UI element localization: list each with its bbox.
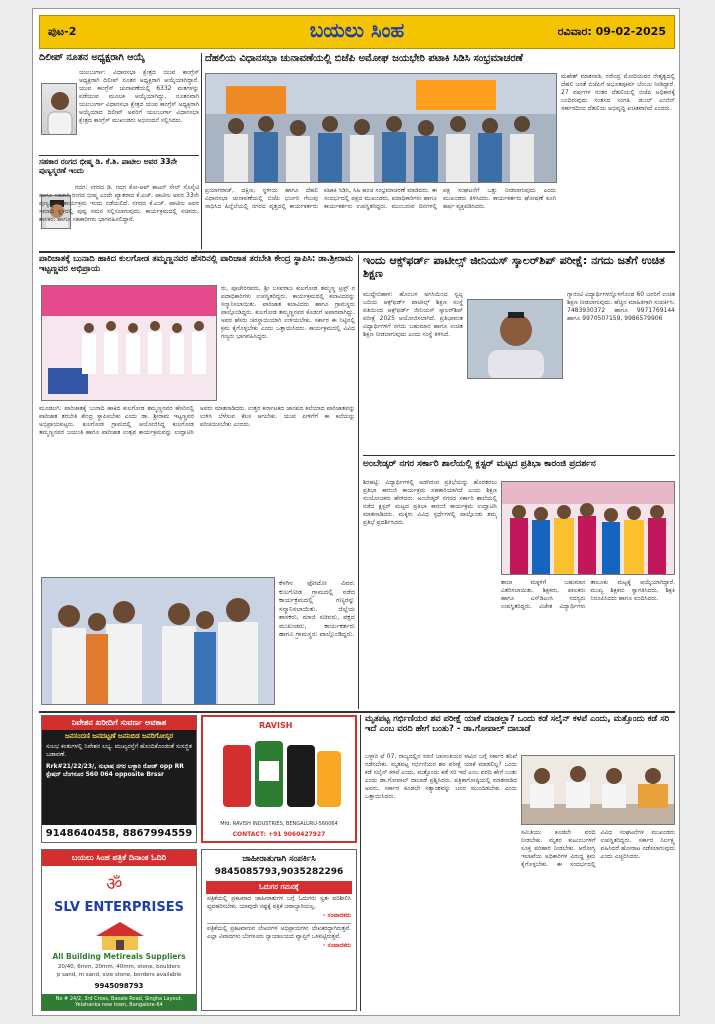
slv-ad-details: 20/40, 6mm, 20mm, 40mm, stone, boulders: [57, 964, 181, 970]
issue-date: ರವಿವಾರ: 09-02-2025: [557, 25, 666, 38]
story-2-headline-box: [39, 158, 199, 182]
newspaper-title: ಬಯಲು ಸಿಂಹ: [309, 18, 405, 42]
felicitation-image: [42, 578, 275, 705]
story-5-body-left: ಮುದ್ದೇಬಿಹಾಳ: ಹೊಂಬಳ ಅಗಸಿಯಿಂದ ಸ್ವಲ್ಪ ಬದಿಯ ಆಕ್ಸ್‌ಫರ್ಡ್ ಪಾಟೀಲ್ಸ್ ಶಿಕ್ಷಣ ಸಂಸ್ಥೆ ವತಿಯಿಂದ ಆಕ್ಸ್‌ಫರ್ಡ್ ಜೀನಿಯಸ್ ಸ್ಕಾಲರ್‌ಶಿಪ್ ಪರೀಕ್ಷೆ 2025 ಆಯೋಜಿಸಲಾಗಿದೆ. ಪ್ರತಿಭಾವಂತ ವಿದ್ಯಾರ್ಥಿಗಳಿಗೆ ನಗದು ಬಹುಮಾನ ಹಾಗೂ ಉಚಿತ ಶಿಕ್ಷಣ ನೀಡಲಾಗುವುದು ಎಂದು ಸಂಸ್ಥೆ ತಿಳಿಸಿದೆ.: [363, 291, 463, 338]
land-ad-subtitle: ಜನಸಂದಣಿ ಜನದಟ್ಟಣೆ ಜನನಿಬಿಡ ಜನರಿಗೋಸ್ಕರ: [64, 732, 174, 740]
disclaimer-text: ಪತ್ರಿಕೆಯಲ್ಲಿ ಪ್ರಕಟವಾಗುವ ಲೇಖನಗಳ ಅಭಿಪ್ರಾಯಗಳು ಲೇಖಕರದ್ದಾಗಿರುತ್ತವೆ. ಎಲ್ಲಾ ವಿವಾದಗಳು ಬೆಂಗಳೂರು ನ್ಯಾಯಾಲಯದ ವ್ಯಾಪ್ತಿಗೆ ಒಳಪಟ್ಟಿರುತ್ತವೆ.: [207, 923, 351, 941]
story-3-headline-box: [205, 53, 675, 69]
land-ad-address: Rrk#21/22/23/, ಸುಭಾಷ ನಗರ ಬಳ್ಳಾರಿ ರೋಡ್ opp RR ಸ್ಟೇಷನ್ ಬೆಂಗಳೂರ 560 064 opposite Brssr: [46, 763, 184, 778]
story-3-photo: [205, 73, 557, 183]
story-5-headline: ಇಂದು ಆಕ್ಸ್‌ಫರ್ಡ್ ಪಾಟೀಲ್ಸ್ ಜೀನಿಯಸ್ ಸ್ಕಾಲರ್‌ಶಿಪ್ ಪರೀಕ್ಷೆ: ನಗದು ಜತೆಗೆ ಉಚಿತ ಶಿಕ್ಷಣ: [363, 255, 665, 280]
reader-notice-title: ಓದುಗರ ಗಮನಕ್ಕೆ: [206, 881, 352, 894]
story-6-headline-box: [363, 459, 675, 477]
story-3-side-text: ಮಹೇಶ್ ಮಾತನಾಡಿ, ನರೇಂದ್ರ ಮೋದಿಯವರ ನೇತೃತ್ವದಲ್ಲಿ ದೆಹಲಿ ಜನತೆ ಬಿಜೆಪಿಗೆ ಅಭೂತಪೂರ್ವ ಬೆಂಬಲ ನೀಡಿದ್ದಾರೆ. 27 ವರ್ಷಗಳ ನಂತರ ದೆಹಲಿಯಲ್ಲಿ ಬಿಜೆಪಿ ಅಧಿಕಾರಕ್ಕೆ ಬಂದಿರುವುದು ಸಂತಸದ ಸಂಗತಿ. ಡಬಲ್ ಎಂಜಿನ್ ಸರ್ಕಾರದಿಂದ ದೆಹಲಿಯ ಅಭಿವೃದ್ಧಿ ಖಚಿತವಾಗಿದೆ ಎಂದರು.: [561, 73, 675, 112]
land-ad-body: ಸುಲಭ ಕಂತುಗಳಲ್ಲಿ ನಿವೇಶನ ಲಭ್ಯ. ಮುಖ್ಯರಸ್ತೆಗೆ ಹೊಂದಿಕೊಂಡಂತೆ ಸುಸಜ್ಜಿತ ಬಡಾವಣೆ.: [46, 743, 192, 758]
slv-ad-phone[interactable]: 9945098793: [94, 982, 144, 990]
section-divider: [39, 251, 675, 253]
story-5-body-right: ಗ್ಯಾರಂಟಿ ವಿದ್ಯಾರ್ಥಿಗಳನ್ನೊಳಗೊಂಡ 60 ಜನರಿಗೆ ಉಚಿತ ಶಿಕ್ಷಣ ನೀಡಲಾಗುವುದು. ಹೆಚ್ಚಿನ ಮಾಹಿತಿಗಾಗಿ ಸಂಪರ್ಕಿಸಿ: 7483930372 ಹಾಗೂ 9971769144 ಹಾಗೂ 9970507159, 9986579906: [567, 291, 675, 322]
section-divider: [39, 711, 675, 713]
person-portrait-icon: [468, 300, 563, 379]
story-6-body-right: ಶಾಲಾ ಮಕ್ಕಳಿಗೆ ಬಹುಮಾನ ವಿತರಿಸಲಾಯಿತು. ಶಿಕ್ಷಕರು, ಪಾಲಕರು ಹಾಗೂ ಎಸ್‌ಡಿಎಂಸಿ ಸದಸ್ಯರು ಉಪಸ್ಥಿತರಿದ್ದರು. ವಿಜೇತ ವಿದ್ಯಾರ್ಥಿಗಳು ತಾಲೂಕು ಮಟ್ಟಕ್ಕೆ ಆಯ್ಕೆಯಾಗಿದ್ದಾರೆ. ಮುಖ್ಯ ಶಿಕ್ಷಕರು ಸ್ವಾಗತಿಸಿದರು, ಶಿಕ್ಷಕಿ ನಿರೂಪಿಸಿದರು ಹಾಗೂ ವಂದಿಸಿದರು.: [501, 579, 675, 610]
product-contact[interactable]: CONTACT: +91 9060427927: [232, 831, 326, 838]
story-1-headline-box: [39, 53, 199, 67]
product-manufacturer: Mfd: RAVISH INDUSTRIES, BENGALURU-560064: [220, 821, 338, 827]
story-2-body: ಗದಗ: ನಗರದ ಡಿ. ಗದಗ ಕೋ-ಆಪ್ ಕಾಟನ್ ಸೇಲ್ ಸೊಸೈಟಿ ಹಾಗೂ ಸಹಕಾರಿ ರಂಗದ ಭೀಷ್ಮ ಎಂದೇ ಖ್ಯಾತರಾದ ಕೆ.ಎಚ್. ಪಾಟೀಲ ಅವರ 33ನೇ ಪುಣ್ಯಸ್ಮರಣೆ ಕಾರ್ಯಕ್ರಮ ಇಂದು ನಡೆಯಲಿದೆ. ನಗರದ ಕೆ.ಎಚ್. ಪಾಟೀಲ ಅವರ ಸಮಾಧಿ ಸ್ಥಳದಲ್ಲಿ ಪುಷ್ಪ ನಮನ ಸಲ್ಲಿಸಲಾಗುವುದು. ಕಾರ್ಯಕ್ರಮದಲ್ಲಿ ಸಚಿವರು, ಶಾಸಕರು ಹಾಗೂ ಸಹಕಾರಿಗಳು ಭಾಗವಹಿಸಲಿದ್ದಾರೆ.: [39, 184, 199, 223]
column-divider: [358, 255, 359, 709]
story-4-headline: ಪಾರಿಜಾತಕ್ಕೆ ಬುನಾದಿ ಹಾಕಿದ ಕುಲಗೋಡ ತಮ್ಮಣ್ಣನವರ ಹೆಸರಿನಲ್ಲಿ ಪಾರಿಜಾತ ತರಬೇತಿ ಕೇಂದ್ರ ಸ್ಥಾಪಿಸಿ: ಡಾ.ಶ್ರೀರಾಮ ಇಟ್ಟಣ್ಣವರ ಅಭಿಪ್ರಾಯ: [39, 255, 353, 274]
story-7-photo: [521, 755, 675, 825]
slv-ad-details-2: p sand, m sand, size stone, borders available: [56, 972, 182, 978]
crowd-celebration-image: [206, 74, 557, 183]
story-4-photo: [41, 285, 217, 401]
classified-title: ಜಾಹೀರಾತುಗಾಗಿ ಸಂಪರ್ಕಿಸಿ: [242, 854, 316, 864]
story-7-headline-box: [365, 715, 675, 749]
story-7-headline: ಮೃತಪಟ್ಟ ಗರ್ಭಿಣಿಯರ ಶವ ಪರೀಕ್ಷೆ ಯಾಕೆ ಮಾಡಲ್ಲಾ? ಒಂದು ಕಡೆ ಸಲೈನ್ ಕಳಪೆ ಎಂದು, ಮತ್ತೊಂದು ಕಡೆ ಸರಿ ಇದೆ ಎಂಬ ವರದಿ ಹೇಗೆ ಬಂತು? - ಡಾ.ಗೋಪಾಲ್ ದಾಬಾಡೆ: [365, 715, 670, 734]
product-brand: RAVISH: [259, 721, 293, 730]
story-6-body-left: ಶಿರಹಟ್ಟಿ: ವಿದ್ಯಾರ್ಥಿಗಳಲ್ಲಿ ಅಡಗಿರುವ ಪ್ರತಿಭೆಯನ್ನು ಹೊರತರಲು ಪ್ರತಿಭಾ ಕಾರಂಜಿ ಕಾರ್ಯಕ್ರಮ ಸಹಕಾರಿಯಾಗಿದೆ ಎಂದು ಶಿಕ್ಷಣ ಸಂಯೋಜಕರು ಹೇಳಿದರು. ಅಂಬೇಡ್ಕರ್ ನಗರದ ಸರ್ಕಾರಿ ಶಾಲೆಯಲ್ಲಿ ನಡೆದ ಕ್ಲಸ್ಟರ್ ಮಟ್ಟದ ಪ್ರತಿಭಾ ಕಾರಂಜಿ ಕಾರ್ಯಕ್ರಮ ಉದ್ಘಾಟಿಸಿ ಮಾತನಾಡಿದರು. ಮಕ್ಕಳು ವಿವಿಧ ಸ್ಪರ್ಧೆಗಳಲ್ಲಿ ಪಾಲ್ಗೊಂಡು ತಮ್ಮ ಪ್ರತಿಭೆ ಪ್ರದರ್ಶಿಸಿದರು.: [363, 479, 497, 526]
story-2-body-wrap: [39, 184, 199, 248]
page-number: ಪುಟ-2: [48, 25, 77, 38]
masthead: [39, 15, 675, 49]
reader-notice-text: ಪತ್ರಿಕೆಯಲ್ಲಿ ಪ್ರಕಟವಾದ ಜಾಹೀರಾತುಗಳ ಬಗ್ಗೆ ಓದುಗರು ಸ್ವತಃ ಪರಿಶೀಲಿಸಿ ವ್ಯವಹರಿಸಬೇಕು. ಯಾವುದೇ ನಷ್ಟಕ್ಕೆ ಪತ್ರಿಕೆ ಜವಾಬ್ದಾರಿಯಲ್ಲ.: [207, 896, 351, 910]
land-ad-title: ನಿವೇಶನ ಖರೀದಿಗೆ ಸುವರ್ಣ ಅವಕಾಶ: [42, 716, 196, 730]
house-icon: [94, 920, 146, 950]
reader-notice-sign: - ಸಂಪಾದಕರು: [322, 912, 351, 919]
story-3-body: ಪ್ರಯಾಗರಾಜ್, ದಕ್ಷಿಣ, ಸ್ಥಳೀಯ ಹಾಗೂ ದೆಹಲಿ ವಿಧಾನಸಭಾ ಚುನಾವಣೆಯಲ್ಲಿ ಬಿಜೆಪಿ ಭರ್ಜರಿ ಗೆಲುವು ಸಾಧಿಸಿದ ಹಿನ್ನೆಲೆಯಲ್ಲಿ ನಗರದ ವೃತ್ತದಲ್ಲಿ ಕಾರ್ಯಕರ್ತರು ಪಟಾಕಿ ಸಿಡಿಸಿ, ಸಿಹಿ ಹಂಚಿ ಸಂಭ್ರಮಾಚರಣೆ ಮಾಡಿದರು. ಈ ಸಂದರ್ಭದಲ್ಲಿ ಪಕ್ಷದ ಮುಖಂಡರು, ಪದಾಧಿಕಾರಿಗಳು ಹಾಗೂ ಕಾರ್ಯಕರ್ತರು ಉಪಸ್ಥಿತರಿದ್ದರು. ಮುಂಬರುವ ದಿನಗಳಲ್ಲಿ ಪಕ್ಷ ಸಂಘಟನೆಗೆ ಒತ್ತು ನೀಡಲಾಗುವುದು ಎಂದು ಮುಖಂಡರು ತಿಳಿಸಿದರು. ಕಾರ್ಯಕರ್ತರು ಘೋಷಣೆ ಕೂಗಿ ಹರ್ಷ ವ್ಯಕ್ತಪಡಿಸಿದರು.: [205, 187, 556, 210]
disclaimer-sign: - ಸಂಪಾದಕರು: [322, 942, 351, 949]
story-3-headline: ದೆಹಲಿಯ ವಿಧಾನಸಭಾ ಚುನಾವಣೆಯಲ್ಲಿ ಬಿಜೆಪಿ ಅಮೋಘ ಜಯಭೇರಿ ಪಟಾಕಿ ಸಿಡಿಸಿ ಸಂಭ್ರಮಾಚರಣೆ: [205, 53, 523, 64]
story-5-photo-caption-text: [467, 383, 563, 451]
story-2-headline: ಸಹಕಾರ ರಂಗದ ಭೀಷ್ಮ ಡಿ. ಕೆ.ಶಿ. ಪಾಟೀಲ ಅವರ 33ನೇ ಪುಣ್ಯಸ್ಮರಣೆ ಇಂದು: [39, 158, 178, 175]
story-4-headline-box: [39, 255, 355, 281]
story-8-caption: ಕೆಳಗಿನ ಫೋಟೋ ವಿವರ: ಕುಲಗೋಡ ಗ್ರಾಮದಲ್ಲಿ ನಡೆದ ಕಾರ್ಯಕ್ರಮದಲ್ಲಿ ಗಣ್ಯರನ್ನು ಸನ್ಮಾನಿಸಲಾಯಿತು. ಜಿಲ್ಲೆಯ ಶಾಸಕರು, ಮಾಜಿ ಸಚಿವರು, ಪಕ್ಷದ ಮುಖಂಡರು, ಕಾರ್ಯಕರ್ತರು ಹಾಗೂ ಗ್ರಾಮಸ್ಥರು ಪಾಲ್ಗೊಂಡಿದ್ದರು.: [279, 579, 355, 638]
story-1-body-wrap: [39, 69, 199, 153]
column-divider: [360, 715, 361, 1011]
slv-ad-tagline: All Building Metireals Suppliers: [52, 952, 186, 961]
om-symbol-icon: ॐ: [106, 874, 123, 895]
slv-ad-banner: ಬಯಲು ಸಿಂಹ ಪತ್ರಿಕೆ ದಿನಾಂಕ ಓದಿರಿ: [42, 850, 196, 866]
story-5-photo: [467, 299, 563, 379]
story-8-photo: [41, 577, 275, 705]
story-5-headline-box: [363, 255, 675, 287]
story-4-body: ಮೂಡಲಗಿ: ಪಾರಿಜಾತಕ್ಕೆ ಬುನಾದಿ ಹಾಕಿದ ಕುಲಗೋಡ ತಮ್ಮಣ್ಣನವರ ಹೆಸರಿನಲ್ಲಿ ಪಾರಿಜಾತ ತರಬೇತಿ ಕೇಂದ್ರ ಸ್ಥಾಪಿಸಬೇಕು ಎಂದು ಡಾ. ಶ್ರೀರಾಮ ಇಟ್ಟಣ್ಣವರ ಅಭಿಪ್ರಾಯಪಟ್ಟರು. ಕುಲಗೋಡ ಗ್ರಾಮದಲ್ಲಿ ಆಯೋಜಿಸಿದ್ದ ಕುಲಗೋಡ ತಮ್ಮಣ್ಣನವರ ಜಯಂತಿ ಹಾಗೂ ಪಾರಿಜಾತ ಉತ್ಸವ ಕಾರ್ಯಕ್ರಮವನ್ನು ಉದ್ಘಾಟಿಸಿ ಅವರು ಮಾತನಾಡಿದರು. ಉತ್ತರ ಕರ್ನಾಟಕದ ಜಾನಪದ ಕಲೆಯಾದ ಪಾರಿಜಾತವನ್ನು ಉಳಿಸಿ ಬೆಳೆಸುವ ಕೆಲಸ ಆಗಬೇಕು. ಯುವ ಪೀಳಿಗೆಗೆ ಈ ಕಲೆಯನ್ನು ಪರಿಚಯಿಸಬೇಕು ಎಂದರು.: [39, 405, 355, 436]
newspaper-page: [32, 8, 680, 1016]
classified-phone[interactable]: 9845085793,9035282296: [214, 867, 344, 877]
stage-event-image: [42, 286, 217, 401]
story-4-side-text: ರು, ಪೂಜೇರಿರವರು, ಶ್ರೀ ಬಸವರಾಜ ಕುಲಗೋಡ ತಮ್ಮಣ್ಣ ಟ್ರಸ್ಟ್ ನ ಪದಾಧಿಕಾರಿಗಳು ಉಪಸ್ಥಿತರಿದ್ದರು. ಕಾರ್ಯಕ್ರಮದಲ್ಲಿ ಕಲಾವಿದರನ್ನು ಸನ್ಮಾನಿಸಲಾಯಿತು. ಪಾರಿಜಾತ ಕಲಾವಿದರು ಹಾಗೂ ಗ್ರಾಮಸ್ಥರು ಪಾಲ್ಗೊಂಡಿದ್ದರು. ಕುಲಗೋಡ ತಮ್ಮಣ್ಣನವರ ಕೊಡುಗೆ ಅಪಾರವಾಗಿದ್ದು, ಅವರ ಹೆಸರು ಚಿರಸ್ಥಾಯಿಯಾಗಿ ಉಳಿಯಬೇಕು. ಸರ್ಕಾರ ಈ ನಿಟ್ಟಿನಲ್ಲಿ ಕ್ರಮ ಕೈಗೊಳ್ಳಬೇಕು ಎಂದು ಒತ್ತಾಯಿಸಿದರು. ಕಾರ್ಯಕ್ರಮದಲ್ಲಿ ವಿವಿಧ ಗಣ್ಯರು ಭಾಗವಹಿಸಿದ್ದರು.: [221, 285, 355, 340]
land-sale-ad[interactable]: [41, 715, 197, 843]
story-7-body-right: ಸಮಿತಿಯು ಕೂಡಲೇ ವರದಿ ನೀಡಬೇಕು. ಮೃತರ ಕುಟುಂಬಗಳಿಗೆ ಸೂಕ್ತ ಪರಿಹಾರ ನೀಡಬೇಕು. ಆರೋಗ್ಯ ಇಲಾಖೆಯ ಅಧಿಕಾರಿಗಳ ವಿರುದ್ಧ ಕ್ರಮ ಕೈಗೊಳ್ಳಬೇಕು. ಈ ಸಂದರ್ಭದಲ್ಲಿ ವಿವಿಧ ಸಂಘಟನೆಗಳ ಮುಖಂಡರು ಉಪಸ್ಥಿತರಿದ್ದರು. ಸರ್ಕಾರ ನಿರ್ಲಕ್ಷ್ಯ ವಹಿಸಿದರೆ ಹೋರಾಟ ನಡೆಸಲಾಗುವುದು ಎಂದು ಎಚ್ಚರಿಸಿದರು.: [521, 829, 675, 868]
land-ad-phone[interactable]: 9148640458, 8867994559: [42, 825, 196, 842]
story-1-headline: ದಿಲೀಪ್ ನೂತನ ಅಧ್ಯಕ್ಷರಾಗಿ ಆಯ್ಕೆ: [39, 53, 145, 63]
column-divider: [201, 53, 202, 249]
slv-ad-name: SLV ENTERPRISES: [54, 900, 184, 915]
story-6-headline: ಅಂಬೇಡ್ಕರ್ ನಗರ ಸರ್ಕಾರಿ ಶಾಲೆಯಲ್ಲಿ ಕ್ಲಸ್ಟರ್ ಮಟ್ಟದ ಪ್ರತಿಭಾ ಕಾರಂಜಿ ಪ್ರದರ್ಶನ: [363, 459, 596, 469]
story-6-photo: [501, 481, 675, 575]
product-ad[interactable]: [201, 715, 357, 843]
award-ceremony-image: [502, 482, 675, 575]
press-meet-image: [522, 756, 675, 825]
divider: [39, 155, 199, 156]
slv-ad-footer: No # 24/2, 3rd Cross, Basale Road, Singha Layout, Yelahanka new town, Bangalore-64: [42, 994, 196, 1010]
story-1-body: ಯಲಬುರ್ಗಾ: ವಿಧಾನಸಭಾ ಕ್ಷೇತ್ರದ ಯುವ ಕಾಂಗ್ರೆಸ್ ಅಧ್ಯಕ್ಷರಾಗಿ ದಿಲೀಪ್ ನೂತನ ಅಧ್ಯಕ್ಷರಾಗಿ ಆಯ್ಕೆಯಾಗಿದ್ದಾರೆ. ಯುವ ಕಾಂಗ್ರೆಸ್ ಚುನಾವಣೆಯಲ್ಲಿ 6332 ಮತಗಳನ್ನು ಪಡೆಯುವ ಮೂಲಕ ಆಯ್ಕೆಯಾಗಿದ್ದು, ನೂತನವಾಗಿ ಯಲಬುರ್ಗಾ ವಿಧಾನಸಭಾ ಕ್ಷೇತ್ರದ ಯುವ ಕಾಂಗ್ರೆಸ್ ಅಧ್ಯಕ್ಷರಾಗಿ ಆಯ್ಕೆಯಾದ ದಿಲೀಪ್ ಅವರಿಗೆ ಯಲಬುರ್ಗಾ ವಿಧಾನಸಭಾ ಕ್ಷೇತ್ರದ ಕಾಂಗ್ರೆಸ್ ಮುಖಂಡರು ಅಭಿನಂದನೆ ಸಲ್ಲಿಸಿದರು.: [79, 69, 199, 124]
divider: [363, 455, 675, 456]
product-bottles-image: [217, 735, 345, 811]
classified-contact-box: [201, 849, 357, 1011]
slv-enterprises-ad[interactable]: [41, 849, 197, 1011]
story-7-body-left: ಬಳ್ಳಾರಿ ಫೆ 07. ರಾಜ್ಯದಲ್ಲಿನ ಸರಣಿ ಬಾಣಂತಿಯರ ಸಾವಿನ ಬಗ್ಗೆ ಸರ್ಕಾರ ತನಿಖೆ ನಡೆಸಬೇಕು. ಮೃತಪಟ್ಟ ಗರ್ಭಿಣಿಯರ ಶವ ಪರೀಕ್ಷೆ ಯಾಕೆ ಮಾಡಲಿಲ್ಲ? ಒಂದು ಕಡೆ ಸಲೈನ್ ಕಳಪೆ ಎಂದು, ಮತ್ತೊಂದು ಕಡೆ ಸರಿ ಇದೆ ಎಂಬ ವರದಿ ಹೇಗೆ ಬಂತು ಎಂದು ಡಾ.ಗೋಪಾಲ್ ದಾಬಾಡೆ ಪ್ರಶ್ನಿಸಿದರು. ಪತ್ರಿಕಾಗೋಷ್ಠಿಯಲ್ಲಿ ಮಾತನಾಡಿದ ಅವರು, ಸರ್ಕಾರ ಕೂಡಲೇ ಸತ್ಯಾಂಶವನ್ನು ಜನರ ಮುಂದಿಡಬೇಕು ಎಂದು ಒತ್ತಾಯಿಸಿದರು.: [365, 753, 517, 800]
